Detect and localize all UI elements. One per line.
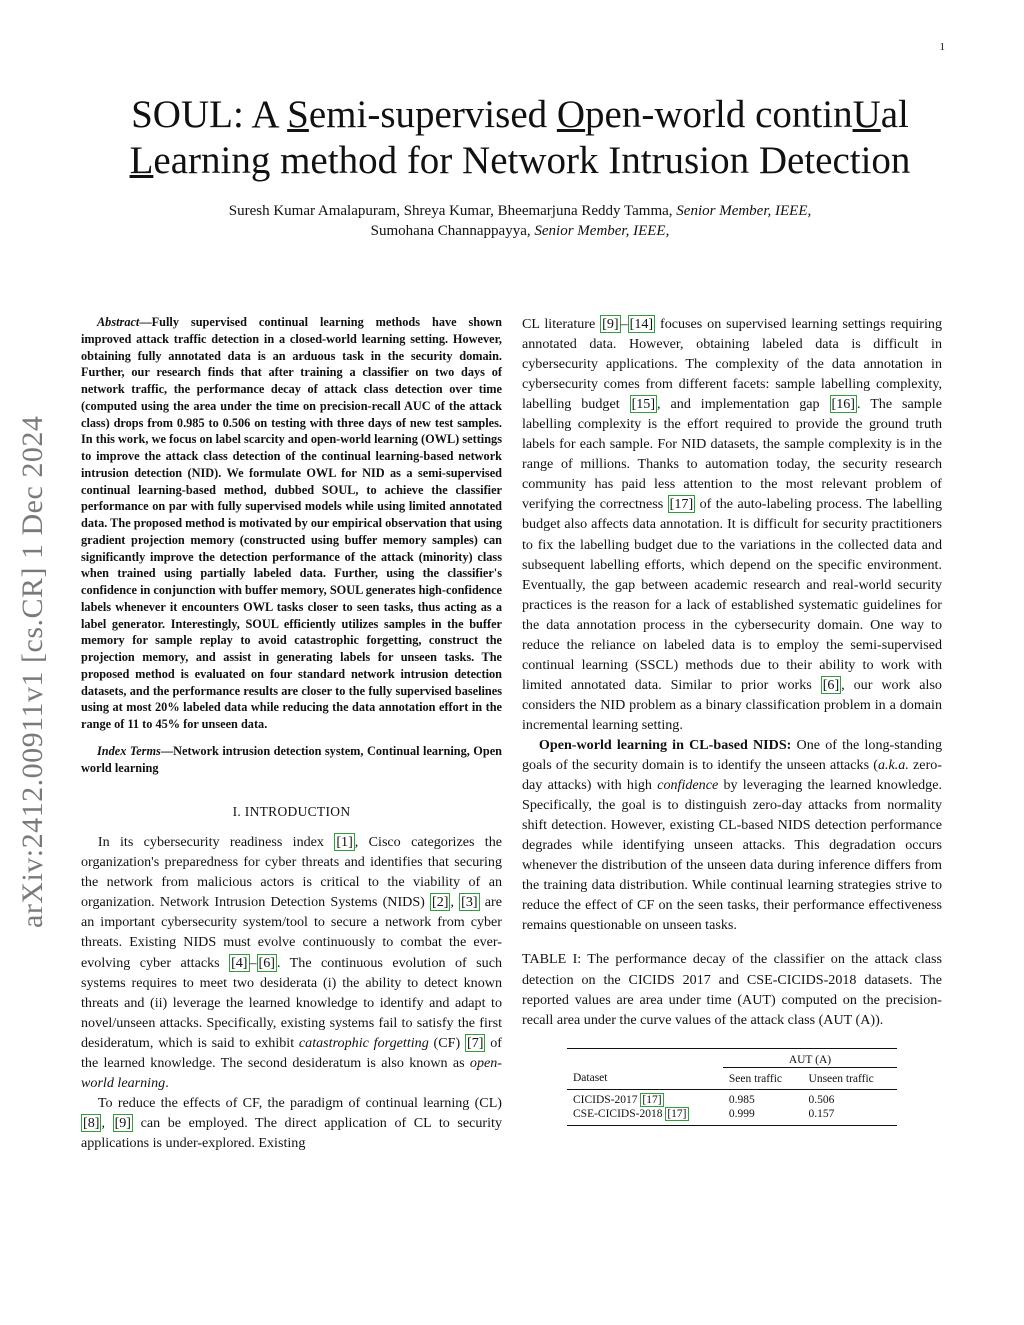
intro-paragraph-1: In its cybersecurity readiness index [1] , Cisco categorizes the organization's preparedness for cyber threats and identifies that securing the network from malicious actors is critical to the viability of an organization. Network Intrusion Detection Systems (NIDS) [2] , [3] are an important cybersecurity system/tool to secure a network from cyber threats. Existing NIDS must evolve continuously to combat the ever-evolving cyber attacks [4] – [6] . The continuous evolution of such systems requires to meet two desiderata (i) the ability to detect known threats and (ii) leverage the learned knowledge to identify and adapt to novel/unseen attacks. Specifically, existing systems fail to satisfy the first desideratum, which is said to exhibit catastrophic forgetting (CF) [7] of the learned knowledge. The second desideratum is also known as open-world learning.: [81, 834, 503, 1091]
table-column-header: Seen traffic: [728, 1072, 783, 1085]
citation-link[interactable]: [3]: [461, 894, 478, 911]
table-row: CICIDS-2017 [17] 0.985 0.506: [567, 1089, 897, 1107]
citation-link[interactable]: [9]: [114, 1114, 131, 1131]
page-number: 1: [939, 41, 945, 53]
title-line-1: SOUL: A Semi-supervised Open-world continUal: [131, 93, 909, 136]
right-paragraph-1: CL literature [9] – [14] focuses on supervised learning settings requiring annotated data. However, obtaining labeled data is difficult in cybersecurity applications. The complexity of the data annotation in cybersecurity comes from different facets: sample labelling complexity, labelling budget [15] , and implementation gap [16] . The sample labelling complexity is the effort required to provide the ground truth labels for each sample. For NID datasets, the sample complexity is in the range of millions. Thanks to automation today, the security research community has paid less attention to the most relevant problem of verifying the correctness [17] of the auto-labeling process. The labelling budget also affects data annotation. It is difficult for security practitioners to fix the labelling budget due to the variations in the collected data and subsequent labelling efforts, which depend on the specific environment. Eventually, the gap between academic research and real-world security practices is the reason for a lack of established systematic guidelines for the data annotation process in the cybersecurity domain. One way to reduce the reliance on labeled data is to employ the semi-supervised continual learning (SSCL) methods due to their ability to work with limited annotated data. Similar to prior works [6] , our work also considers the NID problem as a binary classification problem in a domain incremental learning setting.: [522, 316, 942, 733]
citation-link[interactable]: [16]: [831, 396, 855, 413]
citation-link[interactable]: [8]: [83, 1114, 100, 1131]
citation-link[interactable]: [17]: [642, 1093, 662, 1106]
left-column: [81, 314, 502, 1153]
table-column-header: Unseen traffic: [808, 1072, 874, 1085]
table-caption: TABLE I: The performance decay of the classifier on the attack class detection on the CICIDS 2017 and CSE-CICIDS-2018 datasets. The reported values are area under time (AUT) computed on the precision-recall area under the curve values of the attack class (AUT (A)).: [522, 951, 942, 1028]
paper-title: [60, 92, 980, 184]
table-header-row: [567, 1067, 897, 1089]
right-paragraph-2: Open-world learning in CL-based NIDS: One of the long-standing goals of the security domain is to identify the unseen attacks (a.k.a. zero-day attacks) with high confidence by leveraging the learned knowledge. Specifically, the goal is to distinguish zero-day attacks from normality shift detection. However, existing CL-based NIDS detection performance degrades while identifying unseen attacks. This degradation occurs whenever the distribution of the unseen data during inference differs from the training data distribution. While continual learning strategies strive to reduce the effect of CF on the seen tasks, their performance effectiveness remains questionable on unseen tasks.: [522, 736, 942, 934]
citation-link[interactable]: [9]: [602, 316, 619, 332]
title-line-2: Learning method for Network Intrusion Detection: [129, 139, 911, 182]
citation-link[interactable]: [1]: [336, 834, 353, 851]
table-group-header: AUT (A): [723, 1048, 897, 1067]
citation-link[interactable]: [17]: [667, 1107, 687, 1120]
table-column-header: Dataset: [573, 1072, 608, 1085]
citation-link[interactable]: [6]: [822, 676, 840, 693]
citation-link[interactable]: [15]: [631, 396, 656, 413]
citation-link[interactable]: [7]: [467, 1034, 484, 1051]
index-terms: Index Terms—Network intrusion detection system, Continual learning, Open world learning: [81, 743, 502, 775]
citation-link[interactable]: [17]: [669, 496, 694, 513]
section-heading-introduction: I. INTRODUCTION: [232, 804, 351, 820]
intro-paragraph-2: To reduce the effects of CF, the paradigm of continual learning (CL) [8] , [9] can be employed. The direct application of CL to security applications is under-explored. Existing: [81, 1094, 503, 1151]
citation-link[interactable]: [14]: [629, 316, 654, 332]
results-table: [567, 1048, 897, 1126]
right-column: [522, 314, 942, 1126]
citation-link[interactable]: [2]: [432, 894, 449, 911]
author-list: Suresh Kumar Amalapuram, Shreya Kumar, Bheemarjuna Reddy Tamma, Senior Member, IEEE, Sumohana Channappayya, Senior Member, IEEE,: [228, 203, 812, 239]
citation-link[interactable]: [6]: [258, 954, 275, 971]
table-row: CSE-CICIDS-2018 [17] 0.999 0.157: [567, 1107, 897, 1126]
citation-link[interactable]: [4]: [231, 954, 248, 971]
table-group-header-row: [567, 1048, 897, 1067]
abstract: Abstract—Fully supervised continual learning methods have shown improved attack traffic detection in a closed-world learning setting. However, obtaining fully annotated data is an arduous task in the security domain. Further, our research finds that after training a classifier on two days of network traffic, the performance decay of attack class detection over time (computed using the area under the time on precision-recall AUC of the attack class) drops from 0.985 to 0.506 on testing with three days of new test samples. In this work, we focus on label scarcity and open-world learning (OWL) settings to improve the attack class detection of the continual learning-based network intrusion detection (NID). We formulate OWL for NID as a semi-supervised continual learning-based method, dubbed SOUL, to achieve the classifier performance on par with fully supervised models while using limited annotated data. The proposed method is motivated by our empirical observation that using gradient projection memory (constructed using buffer memory samples) can significantly improve the detection performance of the attack (minority) class when trained using partially labeled data. Further, using the classifier's confidence in conjunction with buffer memory, SOUL generates high-confidence labels whenever it encounters OWL tasks closer to seen tasks, thus acting as a label generator. Interestingly, SOUL efficiently utilizes samples in the buffer memory for sample replay to avoid catastrophic forgetting, construct the projection memory, and assist in generating labels for unseen tasks. The proposed method is evaluated on four standard network intrusion detection datasets, and the performance results are closer to the fully supervised baselines using at most 20% labeled data while reducing the data annotation effort in the range of 11 to 45% for unseen data.: [81, 315, 502, 731]
introduction-body: [81, 832, 502, 1153]
arxiv-stamp: arXiv:2412.00911v1 [cs.CR] 1 Dec 2024: [16, 415, 49, 928]
